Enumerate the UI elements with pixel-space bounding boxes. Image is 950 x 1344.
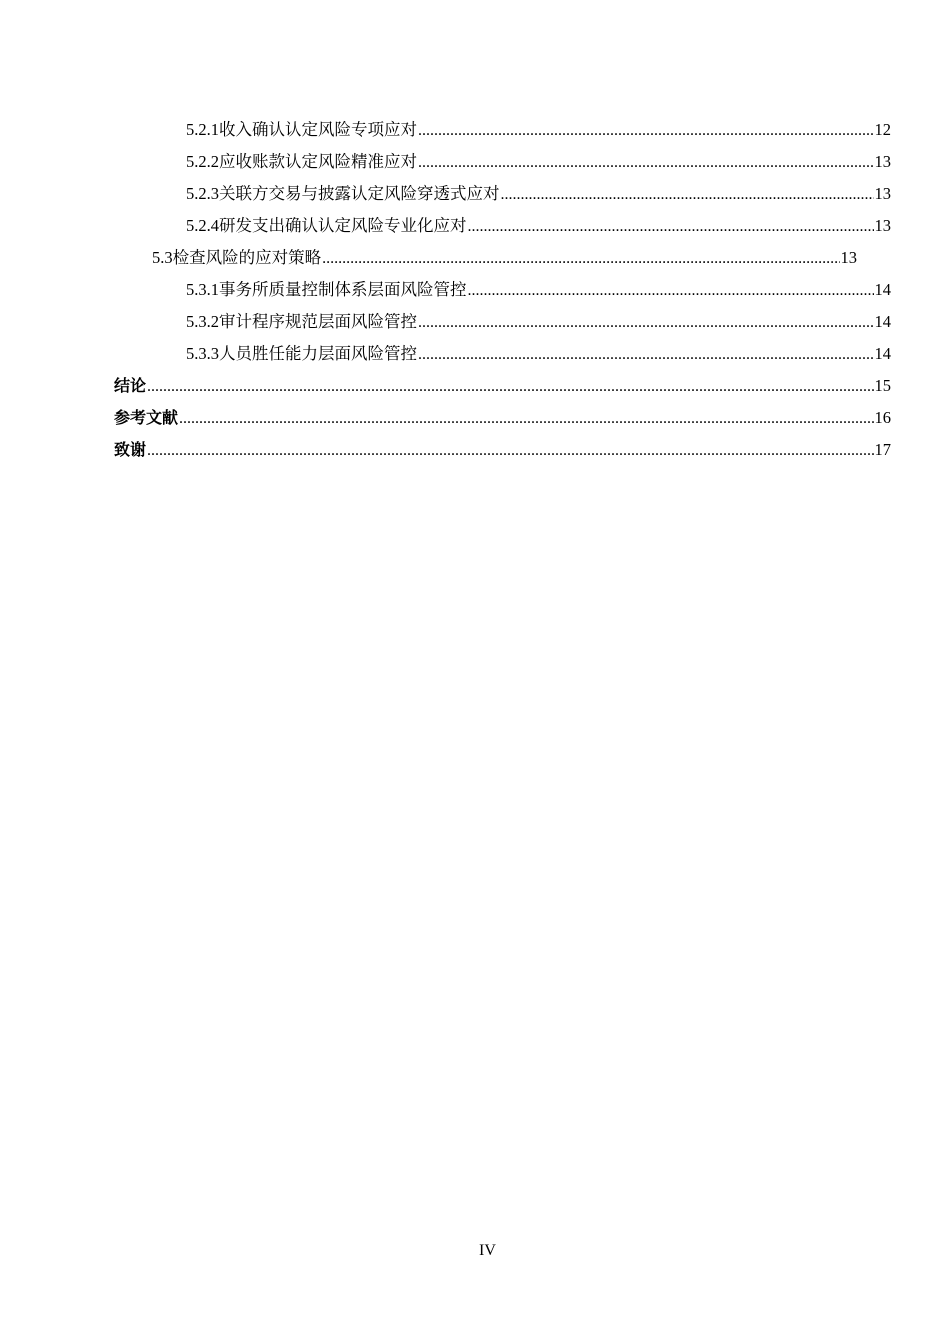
toc-entry-number: 5.2.2 (186, 152, 219, 171)
toc-entry-title: 审计程序规范层面风险管控 (219, 312, 417, 331)
toc-entry-title: 结论 (114, 376, 147, 395)
toc-entry-page: 13 (840, 248, 857, 267)
toc-entry-page: 13 (874, 152, 891, 171)
toc-dot-leader (418, 344, 874, 366)
toc-entry-5-2-2[interactable] (186, 151, 891, 173)
toc-dot-leader (418, 312, 874, 334)
toc-entry-page: 13 (874, 184, 891, 203)
toc-entry-number: 5.3.1 (186, 280, 219, 299)
toc-entry-5-3-2[interactable] (186, 311, 891, 333)
toc-dot-leader (147, 440, 873, 462)
toc-dot-leader (322, 248, 839, 270)
toc-entry-number: 5.3.2 (186, 312, 219, 331)
toc-entry-page: 13 (874, 216, 891, 235)
toc-dot-leader (501, 184, 874, 206)
toc-entry-number: 5.2.3 (186, 184, 219, 203)
toc-entry-page: 14 (874, 280, 891, 299)
toc-entry-5-2-3[interactable] (186, 183, 891, 205)
toc-dot-leader (147, 376, 873, 398)
toc-entry-page: 16 (874, 408, 891, 427)
toc-entry-title: 检查风险的应对策略 (172, 248, 322, 267)
toc-entry-5-3-1[interactable] (186, 279, 891, 301)
toc-dot-leader (418, 152, 874, 174)
toc-entry-title: 人员胜任能力层面风险管控 (219, 344, 417, 363)
toc-entry-number: 5.3.3 (186, 344, 219, 363)
toc-entry-number: 5.3 (152, 248, 173, 267)
toc-entry-title: 关联方交易与披露认定风险穿透式应对 (219, 184, 500, 203)
toc-entry-title: 事务所质量控制体系层面风险管控 (219, 280, 467, 299)
toc-entry-5-2-4[interactable] (186, 215, 891, 237)
toc-entry-number: 5.2.4 (186, 216, 219, 235)
toc-entry-5-3[interactable] (152, 247, 857, 269)
toc-entry-acknowledgements[interactable] (114, 439, 891, 461)
toc-dot-leader (468, 216, 874, 238)
toc-entry-page: 12 (874, 120, 891, 139)
toc-dot-leader (418, 120, 874, 142)
toc-entry-page: 14 (874, 344, 891, 363)
toc-entry-5-2-1[interactable] (186, 119, 891, 141)
toc-entry-page: 15 (874, 376, 891, 395)
toc-entry-title: 收入确认认定风险专项应对 (219, 120, 417, 139)
toc-dot-leader (468, 280, 874, 302)
toc-entry-title: 研发支出确认认定风险专业化应对 (219, 216, 467, 235)
toc-entry-title: 参考文献 (114, 408, 179, 427)
toc-entry-title: 致谢 (114, 440, 147, 459)
toc-entry-5-3-3[interactable] (186, 343, 891, 365)
toc-entry-page: 17 (874, 440, 891, 459)
toc-entry-number: 5.2.1 (186, 120, 219, 139)
toc-entry-title: 应收账款认定风险精准应对 (219, 152, 417, 171)
toc-entry-page: 14 (874, 312, 891, 331)
page-number-footer: IV (479, 1242, 496, 1259)
toc-dot-leader (179, 408, 873, 430)
toc-entry-references[interactable] (114, 407, 891, 429)
toc-entry-conclusion[interactable] (114, 375, 891, 397)
